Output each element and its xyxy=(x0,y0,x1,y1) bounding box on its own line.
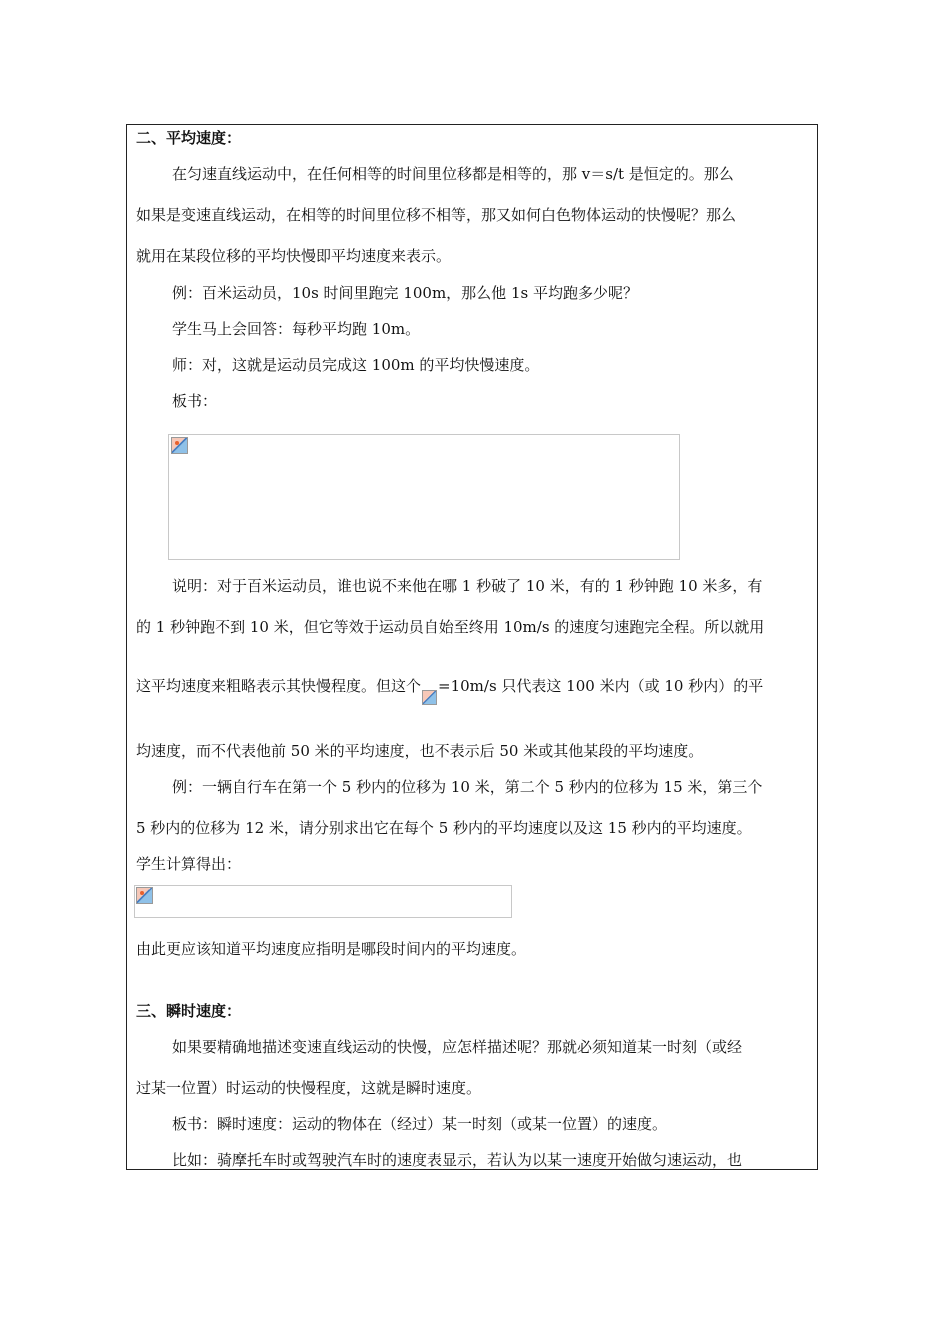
broken-image-icon xyxy=(136,887,153,904)
student-answer-line: 学生马上会回答：每秒平均跑 10m。 xyxy=(172,320,421,338)
example-line: 例：一辆自行车在第一个 5 秒内的位移为 10 米，第二个 5 秒内的位移为 15 米，第三个 xyxy=(172,778,763,796)
board-label: 板书： xyxy=(172,392,218,410)
section-heading-instantaneous-velocity: 三、瞬时速度： xyxy=(136,1002,242,1020)
example-line: 比如：骑摩托车时或驾驶汽车时的速度表显示，若认为以某一速度开始做匀速运动，也 xyxy=(172,1151,743,1169)
velocity-symbol-image-icon xyxy=(422,690,437,705)
explanation-line xyxy=(136,676,763,705)
student-calc-line: 学生计算得出： xyxy=(136,855,242,873)
teacher-line: 师：对，这就是运动员完成这 100m 的平均快慢速度。 xyxy=(172,356,540,374)
explanation-line: 的 1 秒钟跑不到 10 米，但它等效于运动员自始至终用 10m/s 的速度匀速跑完全程。所以就用 xyxy=(136,618,765,636)
paragraph-line: 如果是变速直线运动，在相等的时间里位移不相等，那又如何白色物体运动的快慢呢？那么 xyxy=(136,206,737,224)
paragraph-line: 在匀速直线运动中，在任何相等的时间里位移都是相等的，那 v＝s/t 是恒定的。那么 xyxy=(172,165,734,183)
board-line: 板书：瞬时速度：运动的物体在（经过）某一时刻（或某一位置）的速度。 xyxy=(172,1115,668,1133)
example-line: 5 秒内的位移为 12 米，请分别求出它在每个 5 秒内的平均速度以及这 15 秒内的平均速度。 xyxy=(136,819,752,837)
paragraph-line: 如果要精确地描述变速直线运动的快慢，应怎样描述呢？那就必须知道某一时刻（或经 xyxy=(172,1038,743,1056)
paragraph-line: 过某一位置）时运动的快慢程度，这就是瞬时速度。 xyxy=(136,1079,482,1097)
conclusion-line: 由此更应该知道平均速度应指明是哪段时间内的平均速度。 xyxy=(136,940,527,958)
example-line: 例：百米运动员，10s 时间里跑完 100m，那么他 1s 平均跑多少呢？ xyxy=(172,284,638,302)
explanation-text: 这平均速度来粗略表示其快慢程度。但这个 xyxy=(136,677,422,695)
explanation-line: 均速度，而不代表他前 50 米的平均速度，也不表示后 50 米或其他某段的平均速度。 xyxy=(136,742,704,760)
explanation-line: 说明：对于百米运动员，谁也说不来他在哪 1 秒破了 10 米，有的 1 秒钟跑 10 米多，有 xyxy=(172,577,763,595)
section-heading-average-velocity: 二、平均速度： xyxy=(136,129,242,147)
calculation-image xyxy=(134,885,512,918)
board-formula-image xyxy=(168,434,680,560)
explanation-text: =10m/s 只代表这 100 米内（或 10 秒内）的平 xyxy=(438,677,764,695)
paragraph-line: 就用在某段位移的平均快慢即平均速度来表示。 xyxy=(136,247,452,265)
broken-image-icon xyxy=(171,437,188,454)
